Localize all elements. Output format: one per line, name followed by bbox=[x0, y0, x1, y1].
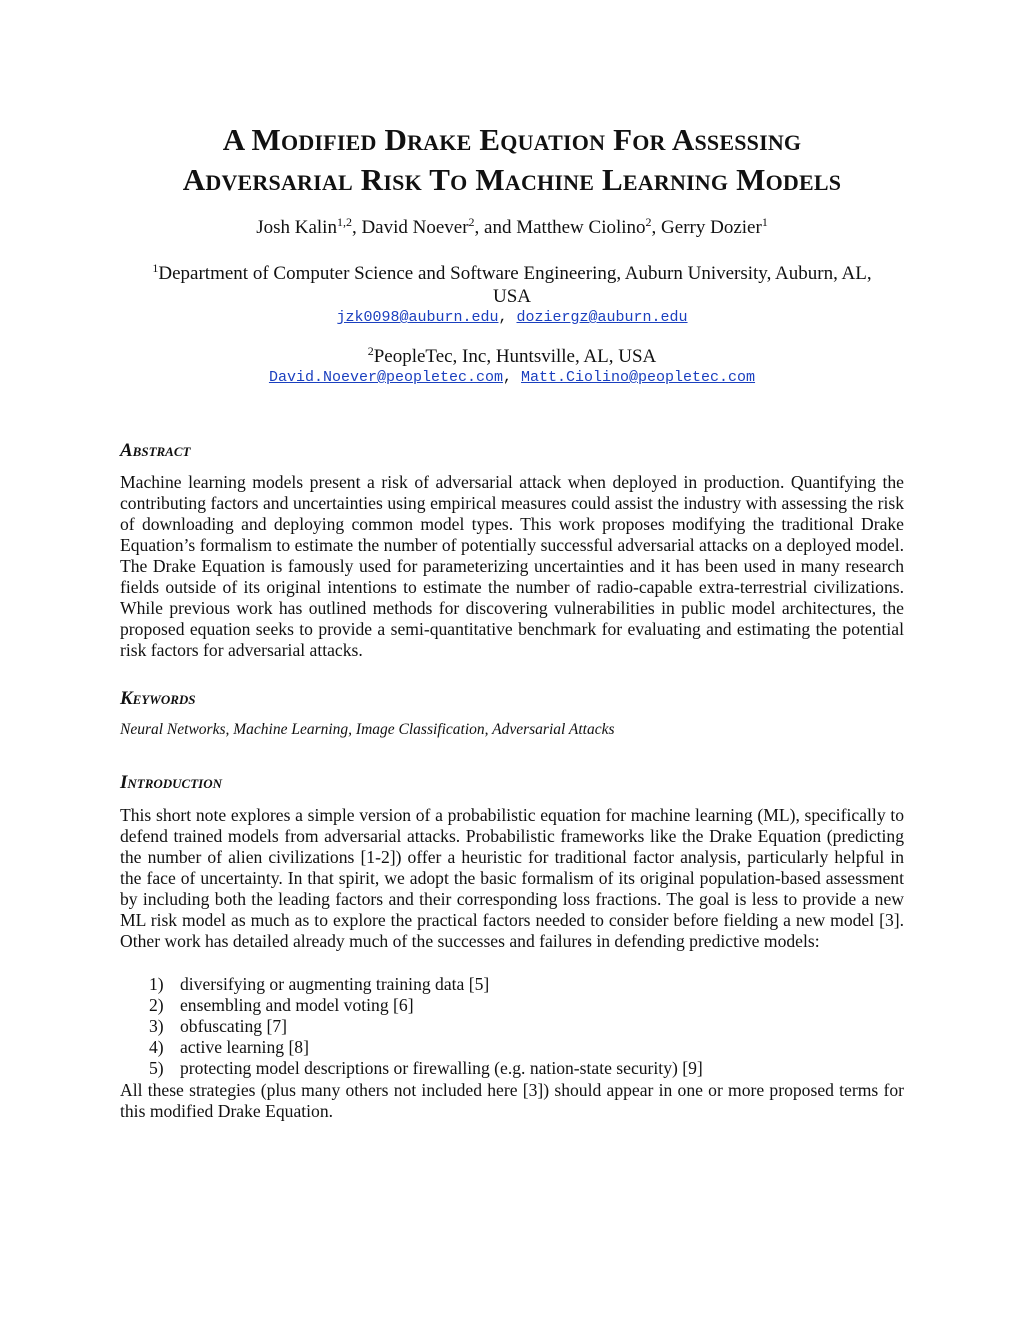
affiliation-2-emails bbox=[120, 368, 904, 387]
list-number: 2) bbox=[149, 995, 164, 1015]
affiliation-1-text: Department of Computer Science and Software Engineering, Auburn University, Auburn, AL, bbox=[158, 263, 872, 284]
introduction-paragraph-2: All these strategies (plus many others not included here [3]) should appear in one or more proposed terms for this modified Drake Equation. bbox=[120, 1080, 904, 1121]
author-separator: , and bbox=[474, 217, 517, 238]
author-separator: , bbox=[351, 217, 362, 238]
list-number: 3) bbox=[149, 1016, 164, 1036]
author-list bbox=[120, 215, 904, 241]
author-affil-marker: 1 bbox=[761, 215, 768, 229]
list-item bbox=[120, 1037, 904, 1058]
author-affil-marker: 1,2 bbox=[336, 215, 352, 229]
list-text: obfuscating [7] bbox=[180, 1016, 287, 1036]
list-number: 5) bbox=[149, 1058, 164, 1078]
email-link[interactable]: doziergz@auburn.edu bbox=[516, 309, 688, 326]
affiliation-1 bbox=[120, 262, 904, 327]
title-line-1: A Modified Drake Equation For Assessing bbox=[222, 122, 802, 157]
author-name: David Noever bbox=[361, 217, 469, 238]
email-separator: , bbox=[498, 309, 517, 326]
abstract-heading: Abstract bbox=[120, 440, 191, 461]
keywords-heading: Keywords bbox=[120, 688, 196, 709]
affiliation-1-emails bbox=[120, 308, 904, 327]
author-affil-marker: 2 bbox=[468, 215, 475, 229]
keywords-text: Neural Networks, Machine Learning, Image Classification, Adversarial Attacks bbox=[120, 721, 615, 738]
abstract-text: Machine learning models present a risk of adversarial attack when deployed in production. Quantifying the contributing factors and uncertainties using empirical measures could assist the industry with assessing the risk of downloading and deploying common model types. This work proposes modifying the traditional Drake Equation’s formalism to estimate the number of potentially successful adversarial attacks on a deployed model. The Drake Equation is famously used for parameterizing uncertainties and it has been used in many research fields outside of its original intentions to estimate the number of radio-capable extra-terrestrial civilizations. While previous work has outlined methods for discovering vulnerabilities in public model architectures, the proposed equation seeks to provide a semi-quantitative benchmark for evaluating and estimating the potential risk factors for adversarial attacks. bbox=[120, 472, 904, 660]
list-text: ensembling and model voting [6] bbox=[180, 995, 414, 1015]
affiliation-marker: 2 bbox=[367, 344, 374, 358]
list-item bbox=[120, 1058, 904, 1079]
list-text: protecting model descriptions or firewalling (e.g. nation-state security) [9] bbox=[180, 1058, 703, 1078]
affiliation-2-text: PeopleTec, Inc, Huntsville, AL, USA bbox=[373, 346, 657, 367]
list-number: 4) bbox=[149, 1037, 164, 1057]
affiliation-1-country: USA bbox=[492, 286, 531, 307]
introduction-paragraph-1: This short note explores a simple version of a probabilistic equation for machine learning (ML), specifically to defend trained models from adversarial attacks. Probabilistic frameworks like the Drake Equation (predicting the number of alien civilizations [1-2]) offer a heuristic for traditional factor analysis, particularly helpful in the face of uncertainty. In that spirit, we adopt the basic formalism of its original population-based assessment by including both the leading factors and their corresponding loss fractions. The goal is less to provide a new ML risk model as much as to explore the practical factors needed to consider before fielding a new model [3]. Other work has detailed already much of the successes and failures in defending predictive models: bbox=[120, 805, 904, 951]
affiliation-marker: 1 bbox=[152, 261, 159, 275]
paper-title bbox=[120, 120, 904, 200]
author-name: Gerry Dozier bbox=[661, 217, 762, 238]
author-affil-marker: 2 bbox=[645, 215, 652, 229]
list-item bbox=[120, 995, 904, 1016]
list-item bbox=[120, 974, 904, 995]
affiliation-2-line bbox=[120, 345, 904, 368]
introduction-heading: Introduction bbox=[120, 772, 223, 793]
title-line-2: Adversarial Risk To Machine Learning Models bbox=[182, 162, 842, 197]
list-number: 1) bbox=[149, 974, 164, 994]
author-name: Josh Kalin bbox=[256, 217, 337, 238]
list-text: active learning [8] bbox=[180, 1037, 309, 1057]
email-separator: , bbox=[502, 369, 521, 386]
strategy-list bbox=[120, 974, 904, 1079]
list-text: diversifying or augmenting training data [5] bbox=[180, 974, 490, 994]
author-separator: , bbox=[651, 217, 662, 238]
list-item bbox=[120, 1016, 904, 1037]
affiliation-1-line bbox=[120, 262, 904, 285]
email-link[interactable]: Matt.Ciolino@peopletec.com bbox=[521, 369, 756, 386]
email-link[interactable]: David.Noever@peopletec.com bbox=[268, 369, 503, 386]
email-link[interactable]: jzk0098@auburn.edu bbox=[336, 309, 499, 326]
author-name: Matthew Ciolino bbox=[516, 217, 646, 238]
affiliation-2 bbox=[120, 345, 904, 387]
